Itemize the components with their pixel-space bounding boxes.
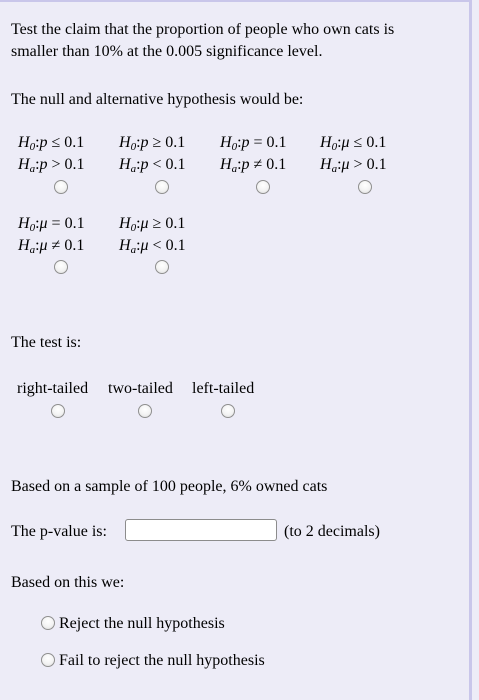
conclusion-reject-label: Reject the null hypothesis <box>59 615 225 632</box>
alternative-hypothesis <box>18 155 85 179</box>
hypothesis-variable: μ <box>341 156 350 173</box>
null-hypothesis <box>18 214 85 238</box>
hypothesis-value: 0.1 <box>366 156 387 173</box>
hypothesis-relation: < <box>152 237 162 254</box>
hypothesis-value: 0.1 <box>366 134 387 151</box>
hypothesis-H: H <box>320 134 332 151</box>
radio-right-tailed[interactable] <box>51 404 65 418</box>
hypothesis-variable: μ <box>140 215 149 232</box>
hypothesis-relation: ≥ <box>152 134 162 151</box>
hypothesis-subscript: a <box>130 244 137 256</box>
hypothesis-subscript: 0 <box>130 141 137 153</box>
hypothesis-subscript: 0 <box>29 222 36 234</box>
hypothesis-relation: > <box>353 156 363 173</box>
hypothesis-subscript: 0 <box>331 141 338 153</box>
radio-hypothesis-row1-3[interactable] <box>256 180 270 194</box>
pvalue-label: The p-value is: <box>11 523 107 540</box>
hypothesis-H: H <box>119 215 131 232</box>
hypothesis-H: H <box>18 156 30 173</box>
hypothesis-variable: μ <box>140 237 149 254</box>
hypothesis-subscript: 0 <box>231 141 238 153</box>
hypothesis-colon: : <box>35 237 40 254</box>
hypothesis-relation: < <box>152 156 162 173</box>
hypothesis-colon: : <box>136 134 141 151</box>
hypothesis-colon: : <box>35 215 40 232</box>
hypothesis-variable: μ <box>341 134 350 151</box>
alternative-hypothesis <box>320 155 387 179</box>
hypothesis-colon: : <box>136 215 141 232</box>
alternative-hypothesis <box>220 155 286 179</box>
hypothesis-prompt: The null and alternative hypothesis would be: <box>11 91 304 108</box>
hypothesis-subscript: a <box>130 163 137 175</box>
hypothesis-subscript: 0 <box>130 222 137 234</box>
sample-text: Based on a sample of 100 people, 6% owned cats <box>11 478 328 495</box>
radio-fail-to-reject[interactable] <box>41 653 55 667</box>
hypothesis-H: H <box>320 156 332 173</box>
hypothesis-subscript: a <box>29 244 36 256</box>
hypothesis-variable: p <box>140 156 149 173</box>
hypothesis-value: 0.1 <box>266 134 287 151</box>
radio-hypothesis-row1-2[interactable] <box>155 180 169 194</box>
hypothesis-relation: ≤ <box>51 134 61 151</box>
hypothesis-subscript: a <box>29 163 36 175</box>
radio-reject-null[interactable] <box>41 616 55 630</box>
hypothesis-relation: ≤ <box>353 134 363 151</box>
null-hypothesis <box>119 214 185 238</box>
hypothesis-relation: > <box>51 156 61 173</box>
hypothesis-variable: p <box>39 134 48 151</box>
conclusion-fail-label: Fail to reject the null hypothesis <box>59 652 265 669</box>
hypothesis-value: 0.1 <box>165 134 186 151</box>
alternative-hypothesis <box>119 155 186 179</box>
hypothesis-subscript: a <box>331 163 338 175</box>
hypothesis-colon: : <box>337 134 342 151</box>
hypothesis-H: H <box>18 134 30 151</box>
hypothesis-value: 0.1 <box>266 156 287 173</box>
null-hypothesis <box>119 133 185 157</box>
hypothesis-H: H <box>119 237 131 254</box>
tail-label-right: right-tailed <box>17 380 89 397</box>
question-line-2: smaller than 10% at the 0.005 significance level. <box>11 43 323 60</box>
hypothesis-value: 0.1 <box>64 134 85 151</box>
null-hypothesis <box>320 133 386 157</box>
tail-label-left: left-tailed <box>192 380 255 397</box>
hypothesis-relation: = <box>253 134 263 151</box>
pvalue-input[interactable] <box>125 519 277 541</box>
hypothesis-colon: : <box>337 156 342 173</box>
hypothesis-value: 0.1 <box>165 156 186 173</box>
hypothesis-subscript: a <box>231 163 238 175</box>
radio-hypothesis-row2-2[interactable] <box>155 260 169 274</box>
radio-left-tailed[interactable] <box>221 404 235 418</box>
test-prompt: The test is: <box>11 334 82 351</box>
hypothesis-variable: p <box>241 156 250 173</box>
hypothesis-H: H <box>220 134 232 151</box>
hypothesis-variable: μ <box>39 237 48 254</box>
tail-label-two: two-tailed <box>108 380 173 397</box>
hypothesis-variable: p <box>241 134 250 151</box>
hypothesis-value: 0.1 <box>64 215 85 232</box>
alternative-hypothesis <box>119 236 186 260</box>
hypothesis-variable: p <box>140 134 149 151</box>
alternative-hypothesis <box>18 236 84 260</box>
hypothesis-colon: : <box>35 156 40 173</box>
radio-hypothesis-row1-4[interactable] <box>358 180 372 194</box>
hypothesis-variable: p <box>39 156 48 173</box>
hypothesis-H: H <box>18 215 30 232</box>
hypothesis-relation: = <box>51 215 61 232</box>
question-line-1: Test the claim that the proportion of people who own cats is <box>11 21 395 38</box>
hypothesis-H: H <box>220 156 232 173</box>
radio-two-tailed[interactable] <box>138 404 152 418</box>
hypothesis-colon: : <box>237 156 242 173</box>
hypothesis-subscript: 0 <box>29 141 36 153</box>
hypothesis-value: 0.1 <box>165 237 186 254</box>
radio-hypothesis-row1-1[interactable] <box>54 180 68 194</box>
pvalue-hint: (to 2 decimals) <box>284 523 380 540</box>
hypothesis-value: 0.1 <box>64 237 85 254</box>
hypothesis-relation: ≥ <box>152 215 162 232</box>
hypothesis-H: H <box>119 156 131 173</box>
hypothesis-H: H <box>18 237 30 254</box>
hypothesis-variable: μ <box>39 215 48 232</box>
radio-hypothesis-row2-1[interactable] <box>54 260 68 274</box>
hypothesis-relation: ≠ <box>51 237 61 254</box>
hypothesis-colon: : <box>136 237 141 254</box>
null-hypothesis <box>18 133 84 157</box>
hypothesis-value: 0.1 <box>165 215 186 232</box>
hypothesis-colon: : <box>237 134 242 151</box>
null-hypothesis <box>220 133 287 157</box>
hypothesis-value: 0.1 <box>64 156 85 173</box>
hypothesis-colon: : <box>35 134 40 151</box>
conclusion-prompt: Based on this we: <box>11 574 125 591</box>
hypothesis-relation: ≠ <box>253 156 263 173</box>
hypothesis-H: H <box>119 134 131 151</box>
hypothesis-colon: : <box>136 156 141 173</box>
